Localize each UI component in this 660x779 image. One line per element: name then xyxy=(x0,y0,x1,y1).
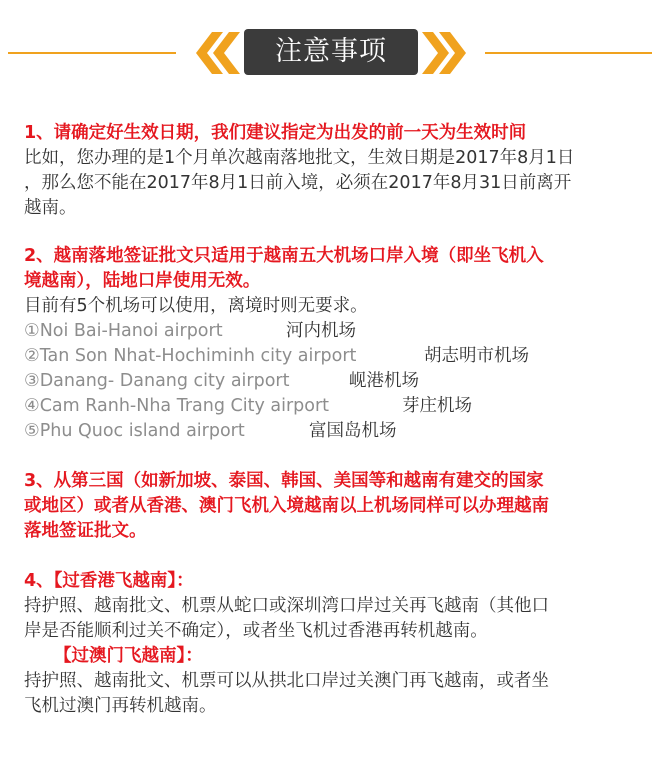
section-2-heading: 境越南），陆地口岸使用无效。 xyxy=(24,271,261,291)
section-3-line: 3、从第三国（如新加坡、泰国、韩国、美国等和越南有建交的国家 xyxy=(24,471,544,491)
airport-item xyxy=(24,419,644,444)
airport-name-en: ④Cam Ranh-Nha Trang City airport xyxy=(24,396,330,416)
section-2-intro: 目前有5个机场可以使用，离境时则无要求。 xyxy=(24,296,368,316)
airport-name-en: ①Noi Bai-Hanoi airport xyxy=(24,321,223,341)
airport-name-zh: 芽庄机场 xyxy=(402,396,472,416)
section-4-heading: 4、【过香港飞越南】： xyxy=(24,571,194,591)
section-4-hk-line: 岸是否能顺利过关不确定），或者坐飞机过香港再转机越南。 xyxy=(24,621,488,641)
section-4 xyxy=(24,569,644,719)
section-1-heading: 1、请确定好生效日期，我们建议指定为出发的前一天为生效时间 xyxy=(24,123,527,143)
section-4-hk-line: 持护照、越南批文、机票从蛇口或深圳湾口岸过关再飞越南（其他口 xyxy=(24,596,549,616)
airport-name-zh: 河内机场 xyxy=(286,321,356,341)
section-1-line: ，那么您不能在2017年8月1日前入境，必须在2017年8月31日前离开 xyxy=(24,173,572,193)
airport-name-en: ②Tan Son Nhat-Hochiminh city airport xyxy=(24,346,357,366)
airport-name-zh: 胡志明市机场 xyxy=(424,346,529,366)
section-1-line: 越南。 xyxy=(24,198,77,218)
airport-name-zh: 岘港机场 xyxy=(349,371,419,391)
airport-name-en: ⑤Phu Quoc island airport xyxy=(24,421,245,441)
section-3-line: 或地区）或者从香港、澳门飞机入境越南以上机场同样可以办理越南 xyxy=(24,496,549,516)
airport-item xyxy=(24,344,644,369)
header-banner xyxy=(0,18,660,88)
section-3-line: 落地签证批文。 xyxy=(24,521,147,541)
section-1 xyxy=(24,121,644,221)
airport-name-zh: 富国岛机场 xyxy=(309,421,397,441)
section-1-line: 比如，您办理的是1个月单次越南落地批文，生效日期是2017年8月1日 xyxy=(24,148,575,168)
section-4-macau-line: 飞机过澳门再转机越南。 xyxy=(24,696,217,716)
section-2 xyxy=(24,244,644,444)
section-4-macau-heading: 【过澳门飞越南】： xyxy=(54,646,203,666)
airport-item xyxy=(24,394,644,419)
section-4-macau-line: 持护照、越南批文、机票可以从拱北口岸过关澳门再飞越南，或者坐 xyxy=(24,671,549,691)
page-title: 注意事项 xyxy=(244,29,418,75)
section-2-heading: 2、越南落地签证批文只适用于越南五大机场口岸入境（即坐飞机入 xyxy=(24,246,544,266)
section-3 xyxy=(24,469,644,544)
airport-name-en: ③Danang- Danang city airport xyxy=(24,371,290,391)
airport-item xyxy=(24,319,644,344)
airport-item xyxy=(24,369,644,394)
